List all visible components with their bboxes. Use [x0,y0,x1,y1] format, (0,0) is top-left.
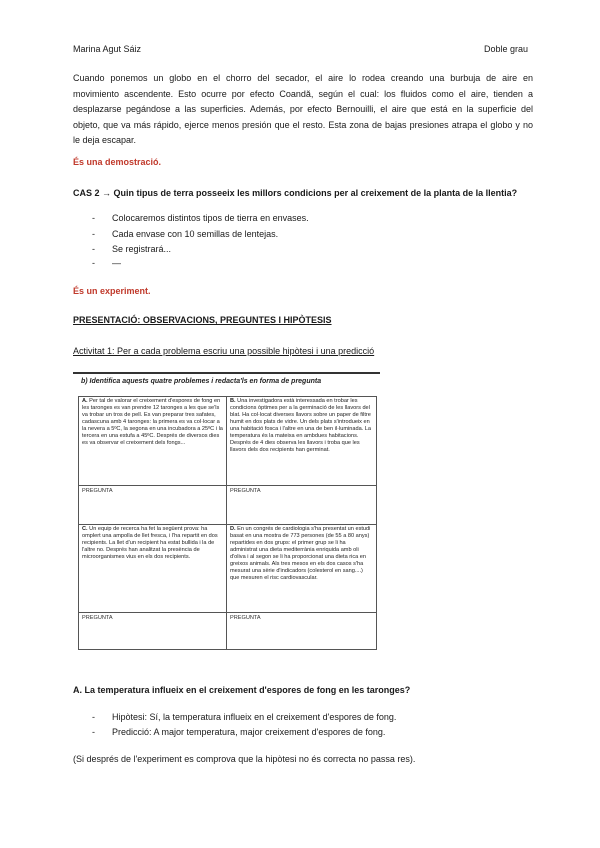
list-item-text: Cada envase con 10 semillas de lentejas. [112,229,279,239]
hypothesis-label: Hipòtesi: [112,712,148,722]
case2-prefix: CAS 2 [73,188,100,198]
demo-label: És una demostració. [73,157,162,167]
intro-line: movimiento ascendente. Esto ocurre por efecto Coandă, según el cual: los fluidos como el aire, tienden a [73,88,533,99]
arrow-icon: → [102,188,112,198]
case2-heading [73,186,543,202]
activity-title: Activitat 1: Per a cada problema escriu una possible hipòtesi i una predicció [73,346,375,356]
pregunta-label: PREGUNTA [230,615,261,621]
problem-a: A. Per tal de valorar el creixement d'espores de fong en les taronges es van prendre 12 taronges a les que se'ls va trobar un tros de pell. Es van preparar tres safates, cadascuna amb 4 taronges: la primera es va col·locar a la nevera a 5ºC, la segona en una incubadora a 25ºC i la tercera en una estufa a 45ºC. Després de diversos dies es va observar el creixement dels fongs... [82,398,223,446]
worksheet-title: b) Identifica aquests quatre problemes i redacta'ls en forma de pregunta [81,378,322,385]
case2-question: Quin tipus de terra posseeix les millors condicions per al creixement de la planta de la llentia? [113,188,518,198]
intro-line: le deja escapar. [73,135,137,145]
author-name: Marina Agut Sáiz [73,44,142,54]
list-item: - Se registrará... [92,244,172,254]
list-item: - Cada envase con 10 semillas de lentejas. [92,229,279,239]
pregunta-label: PREGUNTA [82,615,113,621]
course-label: Doble grau [483,44,528,54]
problem-b: B. Una investigadora està interessada en trobar les condicions òptimes per a la germinació de les llavors del blat. Ha col·locat diverses llavors sobre un paper de filtre humit en dos plats de vidre. Un dels plats s'introdueix en una habitació fosca i l'altre en una de ben il·luminada. La temperatura és la mateixa en ambdues habitacions. Després de 4 dies observa les llavors i troba que les llavors dels dos recipients han germinat. [230,398,372,453]
hypothesis-text: Sí, la temperatura influeix en el creixement d'espores de fong. [149,712,397,722]
list-item-text: Se registrará... [112,244,172,254]
intro-line: Cuando ponemos un globo en el chorro del secador, el aire lo rodea creando una burbuja de aire en [73,73,533,83]
section-title: PRESENTACIÓ: OBSERVACIONS, PREGUNTES I HIPÒTESIS [73,315,332,325]
question-a: A. La temperatura influeix en el creixement d'espores de fong en les taronges? [73,685,411,695]
problem-d: D. En un congrés de cardiologia s'ha presentat un estudi basat en una mostra de 773 persones (de 55 a 80 anys) repartides en dos grups: el primer grup se li ha administrat una dieta mediterrània enriquida amb oli d'oliva i al segon se li ha proporcionat una dieta rica en greixos animals. Als tres mesos en els dos casos s'ha mesurat una sèrie d'indicadors (colesterol en sang....) que mesuren el risc cardiovascular. [230,526,371,581]
intro-line: desplazarse pegándose a las superficies. Además, por efecto Bernouilli, el aire que está en la superficie del [73,104,533,114]
prediction-label: Predicció: [112,727,152,737]
list-item: - — [92,258,121,268]
intro-paragraph [73,71,533,149]
list-item-text: — [112,258,121,268]
list-item-text: Colocaremos distintos tipos de tierra en envases. [112,213,309,223]
experiment-label: És un experiment. [73,286,151,296]
list-item: - Hipòtesi: Sí, la temperatura influeix en el creixement d'espores de fong. [92,712,397,722]
worksheet-image [73,372,380,652]
pregunta-label: PREGUNTA [230,488,261,494]
problem-c: C. Un equip de recerca ha fet la següent prova: ha omplert una ampolla de llet fresca, i l'ha repartit en dos recipients. La llet d'un recipient ha estat bullida i la de l'altre no. Després han analitzat la presència de microorganismes vius en els dos recipients. [82,526,218,560]
list-item: - Colocaremos distintos tipos de tierra en envases. [92,213,309,223]
pregunta-label: PREGUNTA [82,488,113,494]
final-note: (Si després de l'experiment es comprova que la hipòtesi no és correcta no passa res). [73,754,416,764]
worksheet-grid [78,396,377,650]
prediction-text: A major temperatura, major creixement d'espores de fong. [153,727,386,737]
intro-line: objeto, que va más rápido, ejerce menos presión que el resto. Esta zona de bajas presiones atrapa el globo y no [73,119,533,130]
list-item: - Predicció: A major temperatura, major creixement d'espores de fong. [92,727,386,737]
